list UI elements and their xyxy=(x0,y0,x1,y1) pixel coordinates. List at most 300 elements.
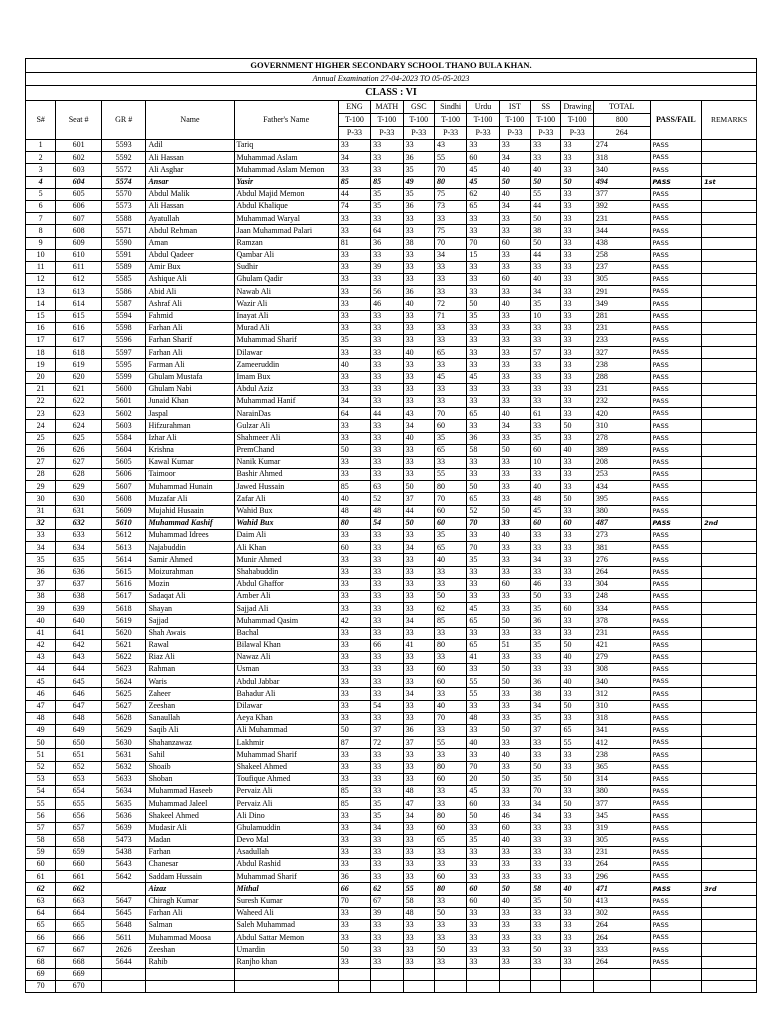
mark-cell: 50 xyxy=(434,907,466,919)
pass-fail-cell: PASS xyxy=(650,444,702,456)
pass-fail-cell: PASS xyxy=(650,712,702,724)
sno-cell: 18 xyxy=(26,347,56,359)
mark-cell: 33 xyxy=(338,907,370,919)
mark-cell: 33 xyxy=(467,456,499,468)
header-subject-max: T-100 xyxy=(561,114,593,127)
gr-cell: 5594 xyxy=(101,310,146,322)
mark-cell: 33 xyxy=(338,347,370,359)
mark-cell: 37 xyxy=(531,725,561,737)
mark-cell: 40 xyxy=(499,188,530,200)
mark-cell: 33 xyxy=(371,140,403,152)
pass-fail-cell: PASS xyxy=(650,517,702,529)
mark-cell: 33 xyxy=(531,627,561,639)
mark-cell: 33 xyxy=(371,859,403,871)
mark-cell: 33 xyxy=(561,432,593,444)
remarks-cell xyxy=(702,347,757,359)
father-name-cell: Sajjad Ali xyxy=(234,603,338,615)
mark-cell: 33 xyxy=(467,907,499,919)
table-row xyxy=(26,322,757,334)
sno-cell: 61 xyxy=(26,871,56,883)
name-cell: Saqib Ali xyxy=(146,725,234,737)
father-name-cell: Mithal xyxy=(234,883,338,895)
table-row xyxy=(26,420,757,432)
mark-cell: 33 xyxy=(403,140,434,152)
pass-fail-cell: PASS xyxy=(650,237,702,249)
pass-fail-cell: PASS xyxy=(650,310,702,322)
sno-cell: 41 xyxy=(26,627,56,639)
mark-cell: 34 xyxy=(403,615,434,627)
mark-cell: 34 xyxy=(403,542,434,554)
sno-cell: 63 xyxy=(26,895,56,907)
gr-cell: 5595 xyxy=(101,359,146,371)
seat-cell: 649 xyxy=(56,725,102,737)
gr-cell: 5618 xyxy=(101,603,146,615)
mark-cell: 33 xyxy=(434,785,466,797)
mark-cell: 65 xyxy=(561,725,593,737)
mark-cell: 33 xyxy=(561,347,593,359)
sno-cell: 15 xyxy=(26,310,56,322)
mark-cell: 33 xyxy=(561,140,593,152)
mark-cell: 33 xyxy=(561,371,593,383)
sno-cell: 11 xyxy=(26,261,56,273)
seat-cell: 652 xyxy=(56,761,102,773)
remarks-cell xyxy=(702,773,757,785)
mark-cell: 33 xyxy=(338,383,370,395)
pass-fail-cell: PASS xyxy=(650,481,702,493)
mark-cell: 33 xyxy=(561,578,593,590)
name-cell: Ayatullah xyxy=(146,213,234,225)
mark-cell xyxy=(434,980,466,992)
father-name-cell: Jawed Hussain xyxy=(234,481,338,493)
father-name-cell: Shahabuddin xyxy=(234,566,338,578)
table-row xyxy=(26,505,757,517)
total-cell: 327 xyxy=(593,347,650,359)
gr-cell: 5604 xyxy=(101,444,146,456)
mark-cell: 50 xyxy=(499,664,530,676)
mark-cell: 34 xyxy=(338,152,370,164)
mark-cell: 40 xyxy=(561,883,593,895)
father-name-cell: Dilawar xyxy=(234,347,338,359)
table-row xyxy=(26,798,757,810)
mark-cell: 50 xyxy=(561,639,593,651)
total-cell: 345 xyxy=(593,810,650,822)
mark-cell: 33 xyxy=(338,578,370,590)
mark-cell: 50 xyxy=(499,773,530,785)
pass-fail-cell: PASS xyxy=(650,676,702,688)
mark-cell: 60 xyxy=(499,822,530,834)
header-subject-max: T-100 xyxy=(338,114,370,127)
pass-fail-cell: PASS xyxy=(650,347,702,359)
father-name-cell: Abdul Sattar Memon xyxy=(234,932,338,944)
mark-cell: 51 xyxy=(499,639,530,651)
gr-cell: 5586 xyxy=(101,286,146,298)
seat-cell: 618 xyxy=(56,347,102,359)
mark-cell: 41 xyxy=(467,651,499,663)
pass-fail-cell: PASS xyxy=(650,664,702,676)
header-subject-max: T-100 xyxy=(499,114,530,127)
pass-fail-cell: PASS xyxy=(650,615,702,627)
header-seat: Seat # xyxy=(56,101,102,140)
seat-cell: 605 xyxy=(56,188,102,200)
mark-cell: 60 xyxy=(467,883,499,895)
mark-cell: 33 xyxy=(403,322,434,334)
mark-cell: 54 xyxy=(371,700,403,712)
mark-cell: 64 xyxy=(371,225,403,237)
sno-cell: 53 xyxy=(26,773,56,785)
mark-cell: 33 xyxy=(403,834,434,846)
remarks-cell xyxy=(702,225,757,237)
father-name-cell: Dilawar xyxy=(234,700,338,712)
mark-cell: 34 xyxy=(531,700,561,712)
seat-cell: 633 xyxy=(56,530,102,542)
mark-cell: 33 xyxy=(467,322,499,334)
mark-cell: 33 xyxy=(499,359,530,371)
mark-cell: 33 xyxy=(467,956,499,968)
mark-cell: 74 xyxy=(338,200,370,212)
mark-cell: 33 xyxy=(338,298,370,310)
total-cell: 305 xyxy=(593,274,650,286)
father-name-cell: Jaan Muhammad Palari xyxy=(234,225,338,237)
mark-cell: 33 xyxy=(371,347,403,359)
father-name-cell: Imam Bux xyxy=(234,371,338,383)
mark-cell: 33 xyxy=(403,920,434,932)
mark-cell: 40 xyxy=(561,651,593,663)
mark-cell: 33 xyxy=(371,554,403,566)
mark-cell: 56 xyxy=(371,286,403,298)
table-row xyxy=(26,712,757,724)
mark-cell: 33 xyxy=(403,359,434,371)
mark-cell xyxy=(499,968,530,980)
mark-cell: 33 xyxy=(531,932,561,944)
mark-cell: 33 xyxy=(531,322,561,334)
mark-cell: 35 xyxy=(371,798,403,810)
mark-cell: 33 xyxy=(371,834,403,846)
gr-cell: 5627 xyxy=(101,700,146,712)
mark-cell: 87 xyxy=(338,737,370,749)
mark-cell: 33 xyxy=(371,335,403,347)
mark-cell: 33 xyxy=(403,261,434,273)
mark-cell: 40 xyxy=(499,530,530,542)
remarks-cell xyxy=(702,907,757,919)
name-cell: Ashraf Ali xyxy=(146,298,234,310)
sno-cell: 6 xyxy=(26,200,56,212)
mark-cell: 33 xyxy=(499,700,530,712)
mark-cell: 33 xyxy=(338,627,370,639)
father-name-cell: Daim Ali xyxy=(234,530,338,542)
seat-cell: 663 xyxy=(56,895,102,907)
mark-cell: 33 xyxy=(338,456,370,468)
mark-cell: 40 xyxy=(499,834,530,846)
mark-cell: 33 xyxy=(467,749,499,761)
mark-cell: 50 xyxy=(338,944,370,956)
mark-cell: 50 xyxy=(499,615,530,627)
total-cell: 319 xyxy=(593,822,650,834)
sno-cell: 42 xyxy=(26,639,56,651)
mark-cell: 33 xyxy=(338,213,370,225)
mark-cell: 33 xyxy=(561,335,593,347)
mark-cell: 55 xyxy=(467,676,499,688)
mark-cell: 60 xyxy=(561,517,593,529)
mark-cell: 65 xyxy=(467,493,499,505)
mark-cell: 33 xyxy=(403,627,434,639)
pass-fail-cell: PASS xyxy=(650,371,702,383)
gr-cell: 5648 xyxy=(101,920,146,932)
sno-cell: 22 xyxy=(26,395,56,407)
remarks-cell xyxy=(702,395,757,407)
mark-cell: 39 xyxy=(371,261,403,273)
mark-cell: 36 xyxy=(371,237,403,249)
mark-cell: 35 xyxy=(531,298,561,310)
mark-cell: 55 xyxy=(467,688,499,700)
mark-cell: 33 xyxy=(403,530,434,542)
mark-cell: 33 xyxy=(434,627,466,639)
total-cell: 233 xyxy=(593,335,650,347)
gr-cell: 5613 xyxy=(101,542,146,554)
table-row xyxy=(26,164,757,176)
seat-cell: 615 xyxy=(56,310,102,322)
header-subject-max: T-100 xyxy=(531,114,561,127)
header-subject-pass: P-33 xyxy=(561,127,593,140)
sno-cell: 38 xyxy=(26,590,56,602)
father-name-cell xyxy=(234,968,338,980)
name-cell: Mujahid Husaain xyxy=(146,505,234,517)
mark-cell: 33 xyxy=(371,395,403,407)
mark-cell: 34 xyxy=(338,395,370,407)
name-cell: Zaheer xyxy=(146,688,234,700)
father-name-cell: Asadullah xyxy=(234,846,338,858)
name-cell: Taimoor xyxy=(146,469,234,481)
mark-cell: 33 xyxy=(371,456,403,468)
gr-cell: 2626 xyxy=(101,944,146,956)
result-sheet xyxy=(25,58,757,993)
mark-cell: 33 xyxy=(561,627,593,639)
mark-cell: 44 xyxy=(371,408,403,420)
mark-cell: 33 xyxy=(467,700,499,712)
table-row xyxy=(26,249,757,261)
gr-cell: 5607 xyxy=(101,481,146,493)
pass-fail-cell: PASS xyxy=(650,298,702,310)
pass-fail-cell: PASS xyxy=(650,176,702,188)
mark-cell: 40 xyxy=(531,481,561,493)
father-name-cell: Yasir xyxy=(234,176,338,188)
mark-cell: 50 xyxy=(561,700,593,712)
mark-cell: 70 xyxy=(434,164,466,176)
gr-cell: 5571 xyxy=(101,225,146,237)
total-cell: 231 xyxy=(593,213,650,225)
mark-cell: 34 xyxy=(499,152,530,164)
total-cell: 310 xyxy=(593,420,650,432)
header-subject: IST xyxy=(499,101,530,114)
remarks-cell xyxy=(702,274,757,286)
gr-cell: 5644 xyxy=(101,956,146,968)
mark-cell: 33 xyxy=(531,542,561,554)
mark-cell: 33 xyxy=(561,408,593,420)
sno-cell: 70 xyxy=(26,980,56,992)
total-cell xyxy=(593,968,650,980)
mark-cell: 35 xyxy=(403,164,434,176)
sno-cell: 36 xyxy=(26,566,56,578)
mark-cell: 33 xyxy=(338,859,370,871)
mark-cell: 33 xyxy=(499,651,530,663)
mark-cell: 33 xyxy=(467,286,499,298)
father-name-cell: Wahid Bux xyxy=(234,505,338,517)
pass-fail-cell: PASS xyxy=(650,152,702,164)
mark-cell: 33 xyxy=(561,944,593,956)
mark-cell: 33 xyxy=(338,420,370,432)
seat-cell: 644 xyxy=(56,664,102,676)
table-row xyxy=(26,603,757,615)
gr-cell: 5473 xyxy=(101,834,146,846)
mark-cell: 33 xyxy=(561,907,593,919)
mark-cell xyxy=(561,980,593,992)
mark-cell: 33 xyxy=(403,554,434,566)
mark-cell: 48 xyxy=(467,712,499,724)
mark-cell: 33 xyxy=(467,822,499,834)
sno-cell: 40 xyxy=(26,615,56,627)
mark-cell: 33 xyxy=(403,749,434,761)
mark-cell: 33 xyxy=(531,846,561,858)
mark-cell: 50 xyxy=(434,944,466,956)
mark-cell: 33 xyxy=(467,859,499,871)
mark-cell: 50 xyxy=(531,590,561,602)
total-cell: 281 xyxy=(593,310,650,322)
remarks-cell xyxy=(702,420,757,432)
total-cell: 344 xyxy=(593,225,650,237)
mark-cell: 33 xyxy=(531,749,561,761)
father-name-cell: NarainDas xyxy=(234,408,338,420)
table-row xyxy=(26,225,757,237)
mark-cell: 34 xyxy=(499,420,530,432)
father-name-cell: Abdul Rashid xyxy=(234,859,338,871)
remarks-cell xyxy=(702,944,757,956)
table-row xyxy=(26,651,757,663)
mark-cell: 33 xyxy=(338,322,370,334)
seat-cell: 666 xyxy=(56,932,102,944)
remarks-cell xyxy=(702,603,757,615)
father-name-cell: Abdul Majid Memon xyxy=(234,188,338,200)
seat-cell: 631 xyxy=(56,505,102,517)
name-cell: Muhammad Haseeb xyxy=(146,785,234,797)
sno-cell: 59 xyxy=(26,846,56,858)
table-row xyxy=(26,359,757,371)
mark-cell: 36 xyxy=(403,200,434,212)
mark-cell: 33 xyxy=(371,359,403,371)
gr-cell: 5624 xyxy=(101,676,146,688)
mark-cell: 33 xyxy=(338,712,370,724)
remarks-cell xyxy=(702,968,757,980)
mark-cell: 34 xyxy=(531,554,561,566)
mark-cell: 33 xyxy=(403,383,434,395)
mark-cell: 33 xyxy=(338,749,370,761)
mark-cell: 45 xyxy=(467,603,499,615)
mark-cell: 33 xyxy=(403,676,434,688)
mark-cell: 60 xyxy=(531,517,561,529)
mark-cell: 33 xyxy=(499,481,530,493)
remarks-cell xyxy=(702,859,757,871)
sno-cell: 48 xyxy=(26,712,56,724)
mark-cell: 33 xyxy=(338,664,370,676)
gr-cell: 5587 xyxy=(101,298,146,310)
mark-cell: 80 xyxy=(434,639,466,651)
sno-cell: 29 xyxy=(26,481,56,493)
total-cell: 395 xyxy=(593,493,650,505)
mark-cell: 33 xyxy=(371,432,403,444)
mark-cell xyxy=(403,980,434,992)
seat-cell: 659 xyxy=(56,846,102,858)
sno-cell: 44 xyxy=(26,664,56,676)
mark-cell: 50 xyxy=(531,237,561,249)
table-row xyxy=(26,481,757,493)
mark-cell: 33 xyxy=(531,395,561,407)
table-row xyxy=(26,956,757,968)
mark-cell: 33 xyxy=(561,761,593,773)
father-name-cell: Gulzar Ali xyxy=(234,420,338,432)
pass-fail-cell: PASS xyxy=(650,554,702,566)
name-cell: Sadaqat Ali xyxy=(146,590,234,602)
mark-cell: 48 xyxy=(403,785,434,797)
mark-cell: 65 xyxy=(434,347,466,359)
father-name-cell: Muhammad Sharif xyxy=(234,749,338,761)
remarks-cell xyxy=(702,785,757,797)
mark-cell: 33 xyxy=(499,907,530,919)
mark-cell: 33 xyxy=(467,944,499,956)
seat-cell: 654 xyxy=(56,785,102,797)
total-cell: 487 xyxy=(593,517,650,529)
mark-cell: 33 xyxy=(403,761,434,773)
mark-cell: 35 xyxy=(531,712,561,724)
mark-cell: 66 xyxy=(371,639,403,651)
mark-cell: 10 xyxy=(531,456,561,468)
name-cell: Junaid Khan xyxy=(146,395,234,407)
pass-fail-cell: PASS xyxy=(650,542,702,554)
mark-cell: 35 xyxy=(531,603,561,615)
mark-cell: 36 xyxy=(531,615,561,627)
header-subject-pass: P-33 xyxy=(371,127,403,140)
header-subject-max: T-100 xyxy=(403,114,434,127)
mark-cell: 33 xyxy=(434,651,466,663)
total-cell: 378 xyxy=(593,615,650,627)
mark-cell: 33 xyxy=(434,859,466,871)
remarks-cell xyxy=(702,627,757,639)
mark-cell: 33 xyxy=(403,773,434,785)
mark-cell: 75 xyxy=(434,225,466,237)
sno-cell: 55 xyxy=(26,798,56,810)
mark-cell: 33 xyxy=(371,164,403,176)
mark-cell: 33 xyxy=(338,310,370,322)
seat-cell: 626 xyxy=(56,444,102,456)
mark-cell: 58 xyxy=(403,895,434,907)
mark-cell: 33 xyxy=(338,761,370,773)
mark-cell: 33 xyxy=(561,322,593,334)
table-row xyxy=(26,920,757,932)
gr-cell: 5599 xyxy=(101,371,146,383)
mark-cell: 33 xyxy=(499,261,530,273)
mark-cell: 33 xyxy=(338,651,370,663)
seat-cell: 635 xyxy=(56,554,102,566)
mark-cell: 40 xyxy=(499,749,530,761)
remarks-cell xyxy=(702,140,757,152)
seat-cell: 643 xyxy=(56,651,102,663)
name-cell: Ali Hassan xyxy=(146,200,234,212)
mark-cell xyxy=(467,968,499,980)
mark-cell: 36 xyxy=(467,432,499,444)
gr-cell: 5606 xyxy=(101,469,146,481)
mark-cell: 33 xyxy=(561,846,593,858)
seat-cell: 655 xyxy=(56,798,102,810)
mark-cell: 33 xyxy=(467,225,499,237)
mark-cell: 72 xyxy=(371,737,403,749)
gr-cell: 5601 xyxy=(101,395,146,407)
